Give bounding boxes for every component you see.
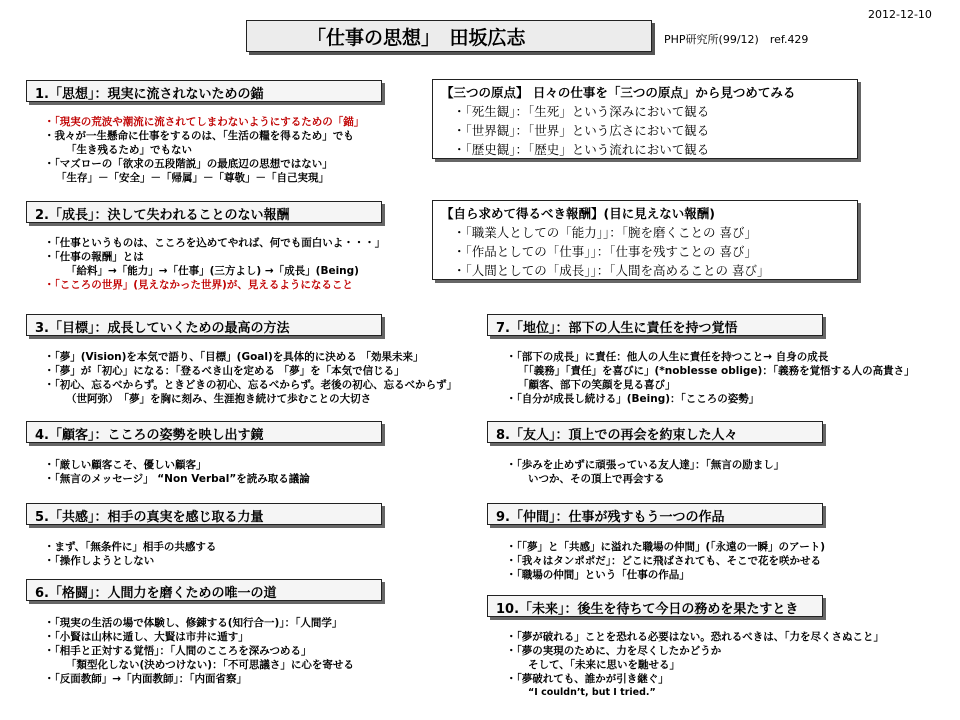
section-8-header: 8.「友人」：頂上での再会を約束した人々 bbox=[487, 421, 823, 443]
list-item: ・「部下の成長」に責任：他人の人生に責任を持つこと→ 自身の成長 bbox=[506, 351, 829, 363]
list-item: “I couldn’t, but I tried.” bbox=[528, 687, 656, 698]
list-item: 「類型化しない(決めつけない)：「不可思議さ」に心を寄せる bbox=[66, 659, 354, 671]
list-item: ・「操作しようとしない bbox=[44, 555, 155, 567]
list-item: ・「マズローの「欲求の五段階説」の最底辺の思想ではない」 bbox=[44, 158, 333, 170]
three-origins-item: ・「死生観」：「生死」という深みにおいて観る bbox=[453, 104, 710, 119]
list-item: ・「現実の生活の場で体験し、修錬する(知行合一)」：「人間学」 bbox=[44, 617, 343, 629]
list-item: 「給料」→「能力」→「仕事」(三方よし) →「成長」(Being) bbox=[66, 265, 359, 277]
list-item: （世阿弥） 「夢」を胸に刻み、生涯抱き続けて歩むことの大切さ bbox=[66, 393, 372, 405]
list-item: ・「無言のメッセージ」 “Non Verbal”を読み取る議論 bbox=[44, 473, 310, 485]
list-item: ・「相手と正対する覚悟」：「人間のこころを深みつめる」 bbox=[44, 645, 312, 657]
rewards-box bbox=[432, 200, 858, 280]
rewards-item: ・「作品としての「仕事」」：「仕事を残すことの 喜び」 bbox=[453, 244, 757, 259]
section-10-bullets bbox=[506, 630, 884, 700]
section-6-bullets bbox=[44, 616, 354, 686]
three-origins-item: ・「歴史観」：「歴史」という流れにおいて観る bbox=[453, 142, 710, 157]
list-item: ・まず、「無条件に」相手の共感する bbox=[44, 541, 217, 553]
section-2-bullets bbox=[44, 236, 385, 292]
list-item: ・「こころの世界」(見えなかった世界)が、見えるようになること bbox=[44, 279, 353, 291]
list-item: 「「義務」「責任」を喜びに」(*noblesse oblige)：「義務を覚悟する人の高貴さ」 bbox=[518, 365, 915, 377]
list-item: ・「自分が成長し続ける」(Being)：「こころの姿勢」 bbox=[506, 393, 760, 405]
list-item: ・「反面教師」→「内面教師」：「内面省察」 bbox=[44, 673, 248, 685]
list-item: ・「歩みを止めずに頑張っている友人達」：「無言の励まし」 bbox=[506, 459, 785, 471]
list-item: ・「初心、忘るべからず。ときどきの初心、忘るべからず。老後の初心、忘るべからず」 bbox=[44, 379, 458, 391]
list-item: 「生き残るため」でもない bbox=[66, 144, 192, 156]
rewards-item: ・「人間としての「成長」」：「人間を高めることの 喜び」 bbox=[453, 263, 770, 278]
list-item: ・「夢」(Vision)を本気で語り、「目標」(Goal)を具体的に決める 「効果未来」 bbox=[44, 351, 424, 363]
list-item: ・「小賢は山林に遁し、大賢は市井に遁す」 bbox=[44, 631, 249, 643]
page-title: 「仕事の思想」 田坂広志 bbox=[246, 20, 652, 52]
section-8-bullets bbox=[506, 458, 784, 486]
list-item: ・「夢の実現のために、力を尽くしたかどうか bbox=[506, 645, 722, 657]
rewards-title: 【自ら求めて得るべき報酬】(目に見えない報酬) bbox=[441, 206, 715, 221]
section-5-bullets bbox=[44, 540, 216, 568]
three-origins-box bbox=[432, 79, 858, 159]
section-4-header: 4.「顧客」：こころの姿勢を映し出す鏡 bbox=[26, 421, 382, 443]
section-10-header: 10.「未来」：後生を待ちて今日の務めを果たすとき bbox=[487, 595, 823, 617]
list-item: ・「仕事の報酬」とは bbox=[44, 251, 144, 263]
list-item bbox=[506, 540, 825, 554]
list-item: 「顧客、部下の笑顔を見る喜び」 bbox=[518, 379, 676, 391]
three-origins-title: 【三つの原点】 日々の仕事を「三つの原点」から見つめてみる bbox=[441, 85, 796, 100]
list-item: ・「職場の仲間」という「仕事の作品」 bbox=[506, 569, 690, 581]
list-item: ・「現実の荒波や潮流に流されてしまわないようにするための「錨」 bbox=[44, 116, 365, 128]
list-item: ・「夢が破れる」ことを恐れる必要はない。恐れるべきは、「力を尽くさぬこと」 bbox=[506, 631, 884, 643]
date: 2012-12-10 bbox=[868, 8, 932, 21]
list-item: 「生存」－「安全」－「帰属」－「尊敬」－「自己実現」 bbox=[56, 172, 329, 184]
section-6-header: 6.「格闘」：人間力を磨くための唯一の道 bbox=[26, 579, 382, 601]
list-item: ・我々が一生懸命に仕事をするのは、「生活の糧を得るため」でも bbox=[44, 130, 354, 142]
source-reference: PHP研究所(99/12) ref.429 bbox=[664, 33, 809, 46]
section-9-header: 9.「仲間」：仕事が残すもう一つの作品 bbox=[487, 503, 823, 525]
three-origins-item: ・「世界観」：「世界」という広さにおいて観る bbox=[453, 123, 710, 138]
list-item: いつか、その頂上で再会する bbox=[528, 473, 665, 485]
section-7-header: 7.「地位」：部下の人生に責任を持つ覚悟 bbox=[487, 314, 823, 336]
section-3-header: 3.「目標」：成長していくための最高の方法 bbox=[26, 314, 382, 336]
list-item: そして、「未来に思いを馳せる」 bbox=[528, 659, 681, 671]
list-item: ・「仕事というものは、こころを込めてやれば、何でも面白いよ・・・」 bbox=[44, 237, 386, 249]
section-1-header: 1.「思想」：現実に流されないための錨 bbox=[26, 80, 382, 102]
section-9-bullets bbox=[506, 540, 825, 582]
section-3-bullets bbox=[44, 350, 457, 406]
section-1-bullets bbox=[44, 115, 364, 185]
section-4-bullets bbox=[44, 458, 310, 486]
section-2-header: 2.「成長」：決して失われることのない報酬 bbox=[26, 201, 382, 223]
rewards-item: ・「職業人としての「能力」」：「腕を磨くことの 喜び」 bbox=[453, 225, 757, 240]
section-5-header: 5.「共感」：相手の真実を感じ取る力量 bbox=[26, 503, 382, 525]
list-item: ・「夢破れても、誰かが引き継ぐ」 bbox=[506, 673, 669, 685]
list-item: ・「厳しい顧客こそ、優しい顧客」 bbox=[44, 459, 207, 471]
list-item: ・「夢」が「初心」になる：「登るべき山を定める 「夢」を「本気で信じる」 bbox=[44, 365, 405, 377]
list-item: ・「我々はタンポポだ」：どこに飛ばされても、そこで花を咲かせる bbox=[506, 555, 821, 567]
section-7-bullets bbox=[506, 350, 915, 406]
list-item-text: ・「「夢」と「共感」に溢れた職場の仲間」(「永遠の一瞬」のアート) bbox=[506, 541, 826, 553]
